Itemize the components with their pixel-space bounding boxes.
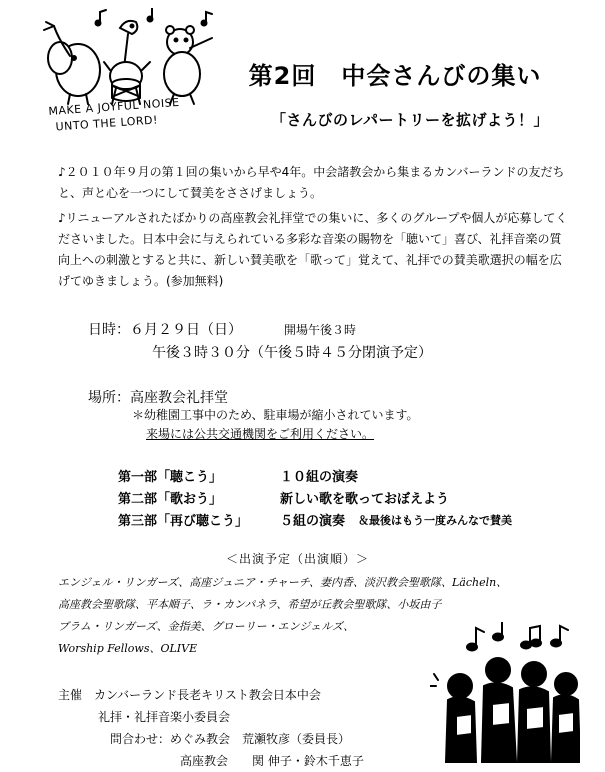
performers-line: ブラム・リンガーズ、金指美、グローリー・エンジェルズ、 [58, 620, 355, 633]
event-place: 場所：高座教会礼拝堂 [88, 390, 228, 406]
program-part-label: 第二部「歌おう」 [118, 492, 223, 507]
place-note [132, 406, 419, 444]
committee-line: 礼拝・礼拝音楽小委員会 [98, 710, 231, 724]
intro-paragraph-1: ♪２０１０年９月の第１回の集いから早や4年。中会諸教会から集まるカンバーランドの友だちと、声と心を一つにして賛美をささげましょう。 [58, 165, 565, 200]
logo-slogan-line-1: MAKE A JOYFUL NOISE [48, 95, 180, 118]
program-part-content: 新しい歌を歌っておぼえよう [280, 492, 450, 507]
program-part-extra: ＆最後はもう一度みんなで賛美 [358, 514, 512, 527]
page-subtitle: 「さんびのレパートリーを拡げよう！」 [271, 111, 549, 129]
program-part-1 [118, 466, 359, 485]
intro-paragraph-2: ♪リニューアルされたばかりの高座教会礼拝堂での集いに、多くのグループや個人が応募してくださいました。日本中会に与えられている多彩な音楽の賜物を「聴いて」喜び、礼拝音楽の質向上への刺激とすると共に、新しい賛美歌を「歌って」覚えて、礼拝での賛美歌選択の幅を広げてゆきましょう。(参加無料) [58, 211, 568, 288]
singers-illustration [430, 622, 580, 770]
performers-line: 高座教会聖歌隊、平本順子、ラ・カンパネラ、希望が丘教会聖歌隊、小坂由子 [58, 598, 442, 611]
performers-line-4: Worship Fellows、OLIVE [58, 642, 198, 655]
contact-line-2: 高座教会 関 伸子・鈴木千恵子 [180, 754, 364, 768]
parking-note: ＊幼稚園工事中のため、駐車場が縮小されています。 [132, 408, 419, 422]
organizer-line: 主催 カンバーランド長老キリスト教会日本中会 [58, 688, 321, 702]
animal-band-illustration [40, 8, 215, 108]
program-part-content: １０組の演奏 [280, 470, 359, 485]
program-part-2 [118, 488, 450, 507]
event-date: 日時：６月２９日（日） [88, 322, 242, 338]
event-door-open: 開場午後３時 [284, 323, 357, 337]
program-part-label: 第一部「聴こう」 [118, 470, 223, 485]
performers-heading: ＜出演予定（出演順）＞ [226, 552, 370, 566]
program-part-3 [118, 510, 512, 529]
performers-line: エンジェル・リンガーズ、高座ジュニア・チャーチ、妻内香、淡沢教会聖歌隊、Lächeln、 [58, 576, 508, 589]
page-title: 第2回 中会さんびの集い [248, 62, 542, 90]
program-part-content: ５組の演奏 [280, 514, 346, 529]
program-part-label: 第三部「再び聴こう」 [118, 514, 249, 529]
transit-note: 来場には公共交通機関をご利用ください。 [146, 427, 375, 441]
event-time: 午後３時３０分（午後５時４５分閉演予定） [152, 345, 432, 361]
organizer-info [58, 684, 364, 772]
contact-line-1: 問合わせ：めぐみ教会 荒瀬牧彦（委員長） [110, 732, 351, 746]
logo-slogan-line-2: UNTO THE LORD! [55, 113, 159, 134]
